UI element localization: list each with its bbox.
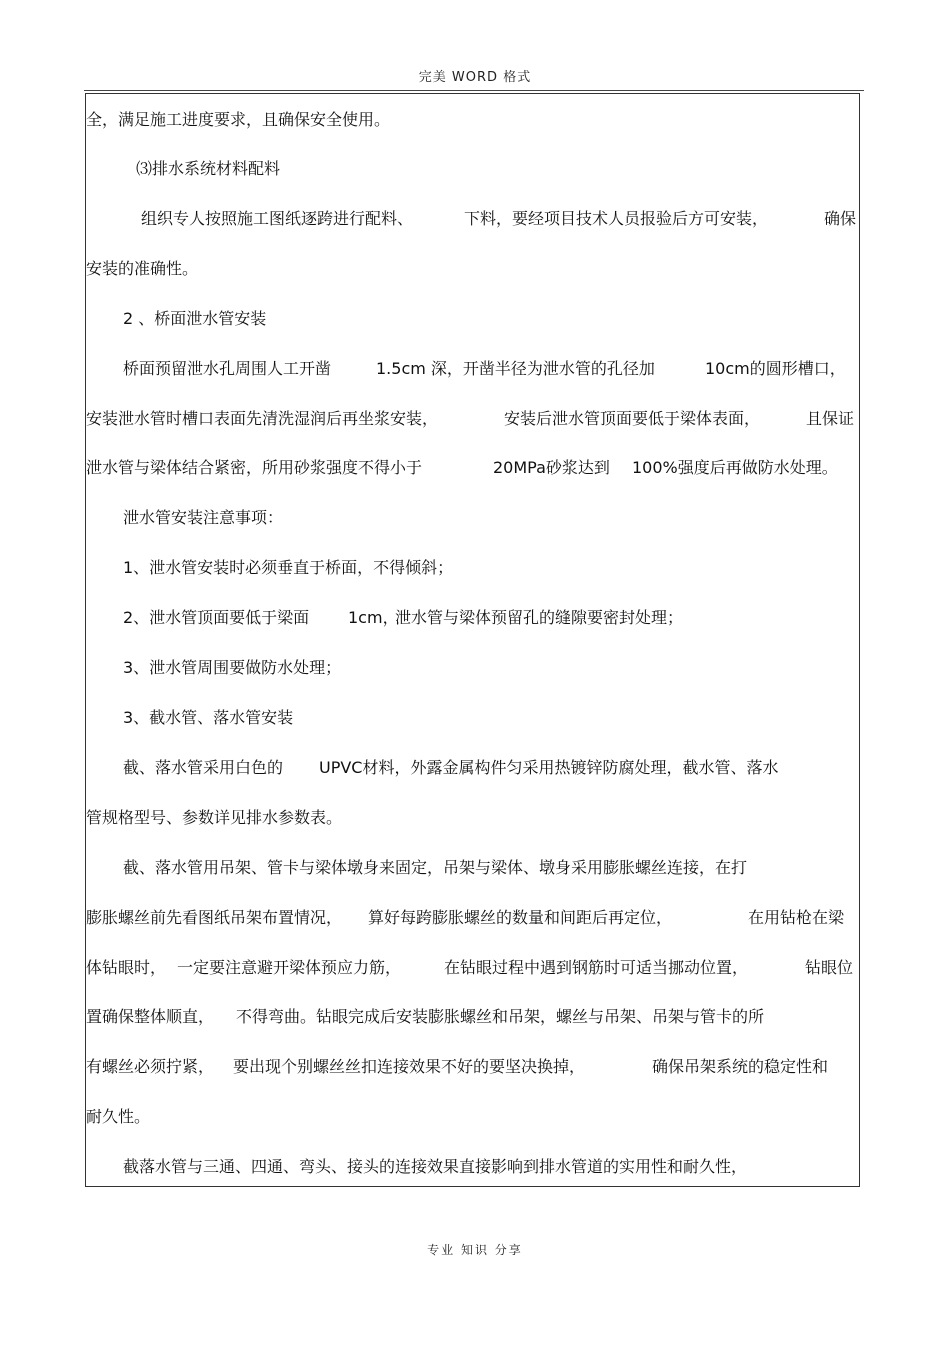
- text-segment: 膨胀螺丝前先看图纸吊架布置情况，: [86, 908, 343, 927]
- page-header: 完美 WORD 格式: [418, 70, 532, 85]
- text-segment: 1cm，: [348, 608, 399, 627]
- text-segment: 截落水管与三通、四通、弯头、接头的连接效果直接影响到排水管道的实用性和耐久性，: [123, 1157, 748, 1176]
- text-segment: 组织专人按照施工图纸逐跨进行配料、: [141, 209, 414, 228]
- text-segment: 桥面预留泄水孔周围人工开凿: [123, 359, 332, 378]
- text-segment: 且保证: [806, 409, 855, 428]
- text-segment: 确保吊架系统的稳定性和: [652, 1057, 829, 1076]
- text-segment: 全，满足施工进度要求，且确保安全使用。: [86, 110, 391, 129]
- text-segment: 截、落水管用吊架、管卡与梁体墩身来固定，吊架与梁体、墩身采用膨胀螺丝连接，在打: [123, 858, 748, 877]
- text-segment: 在钻眼过程中遇到钢筋时可适当挪动位置，: [444, 958, 749, 977]
- text-segment: 体钻眼时，: [86, 958, 167, 977]
- text-segment: 截、落水管采用白色的: [123, 758, 284, 777]
- text-segment: 安装的准确性。: [86, 259, 199, 278]
- text-segment: 泄水管与梁体预留孔的缝隙要密封处理；: [395, 608, 684, 627]
- text-segment: 3、截水管、落水管安装: [123, 708, 294, 727]
- text-segment: 2、泄水管顶面要低于梁面: [123, 608, 310, 627]
- text-segment: 2 、桥面泄水管安装: [123, 309, 267, 328]
- text-segment: 3、泄水管周围要做防水处理；: [123, 658, 342, 677]
- text-segment: UPVC材料，外露金属构件匀采用热镀锌防腐处理，截水管、落水: [319, 758, 779, 777]
- text-segment: ⑶排水系统材料配料: [136, 159, 281, 178]
- page-footer: 专业 知识 分享: [427, 1243, 523, 1257]
- text-segment: 泄水管安装注意事项：: [123, 508, 284, 527]
- text-segment: 确保: [824, 209, 857, 228]
- text-segment: 安装泄水管时槽口表面先清洗湿润后再坐浆安装，: [86, 409, 439, 428]
- text-segment: 1.5cm 深，开凿半径为泄水管的孔径加: [376, 359, 655, 378]
- text-segment: 安装后泄水管顶面要低于梁体表面，: [504, 409, 761, 428]
- text-segment: 钻眼位: [805, 958, 854, 977]
- text-segment: 置确保整体顺直，: [86, 1007, 215, 1026]
- text-segment: 管规格型号、参数详见排水参数表。: [86, 808, 343, 827]
- text-segment: 下料，要经项目技术人员报验后方可安装，: [464, 209, 769, 228]
- text-segment: 泄水管与梁体结合紧密，所用砂浆强度不得小于: [86, 458, 423, 477]
- text-segment: 不得弯曲。钻眼完成后安装膨胀螺丝和吊架，螺丝与吊架、吊架与管卡的所: [236, 1007, 765, 1026]
- text-segment: 有螺丝必须拧紧，: [86, 1057, 215, 1076]
- text-segment: 在用钻枪在梁: [748, 908, 845, 927]
- text-segment: 10cm的圆形槽口，: [705, 359, 846, 378]
- text-segment: 耐久性。: [86, 1107, 151, 1126]
- text-segment: 要出现个别螺丝丝扣连接效果不好的要坚决换掉，: [233, 1057, 586, 1076]
- header-divider: [84, 90, 864, 91]
- text-segment: 一定要注意避开梁体预应力筋，: [177, 958, 402, 977]
- text-segment: 算好每跨膨胀螺丝的数量和间距后再定位，: [368, 908, 673, 927]
- text-segment: 100%强度后再做防水处理。: [632, 458, 838, 477]
- text-segment: 1、泄水管安装时必须垂直于桥面，不得倾斜；: [123, 558, 454, 577]
- text-segment: 20MPa砂浆达到: [493, 458, 610, 477]
